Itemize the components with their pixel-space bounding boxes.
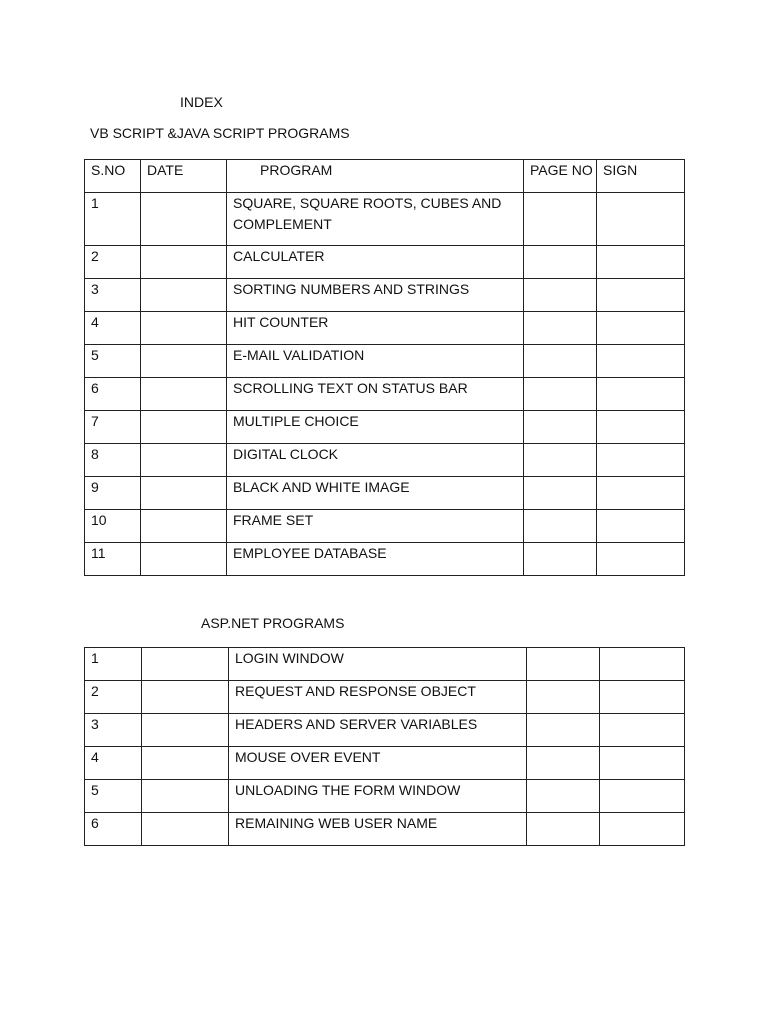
- cell-sign: [597, 510, 685, 543]
- cell-page-no: [524, 345, 597, 378]
- cell-program: SCROLLING TEXT ON STATUS BAR: [227, 378, 524, 411]
- cell-date: [141, 193, 227, 246]
- cell-date: [141, 312, 227, 345]
- table-row: [85, 312, 685, 345]
- header-page-no: PAGE NO: [524, 160, 597, 193]
- cell-sno: 9: [85, 477, 141, 510]
- cell-page-no: [524, 510, 597, 543]
- cell-date: [142, 780, 229, 813]
- cell-date: [141, 477, 227, 510]
- cell-sno: 2: [85, 246, 141, 279]
- table-row: [85, 246, 685, 279]
- cell-sign: [597, 477, 685, 510]
- table-row: [85, 345, 685, 378]
- cell-sno: 4: [85, 747, 142, 780]
- cell-program: SORTING NUMBERS AND STRINGS: [227, 279, 524, 312]
- cell-sno: 3: [85, 279, 141, 312]
- cell-program: REQUEST AND RESPONSE OBJECT: [229, 681, 527, 714]
- cell-date: [141, 378, 227, 411]
- table-row: [85, 193, 685, 246]
- cell-date: [142, 747, 229, 780]
- cell-page-no: [524, 444, 597, 477]
- table-row: [85, 813, 685, 846]
- cell-date: [141, 510, 227, 543]
- cell-sign: [597, 193, 685, 246]
- table-row: [85, 477, 685, 510]
- cell-sno: 6: [85, 378, 141, 411]
- cell-page-no: [527, 681, 600, 714]
- table-row: [85, 411, 685, 444]
- cell-program: E-MAIL VALIDATION: [227, 345, 524, 378]
- cell-sign: [600, 648, 685, 681]
- cell-sno: 5: [85, 345, 141, 378]
- cell-program: MULTIPLE CHOICE: [227, 411, 524, 444]
- cell-page-no: [524, 246, 597, 279]
- cell-page-no: [524, 312, 597, 345]
- cell-sign: [597, 411, 685, 444]
- cell-program: DIGITAL CLOCK: [227, 444, 524, 477]
- header-date: DATE: [141, 160, 227, 193]
- index-title: INDEX: [180, 94, 223, 110]
- table-row: [85, 378, 685, 411]
- cell-sno: 1: [85, 648, 142, 681]
- cell-sno: 8: [85, 444, 141, 477]
- cell-date: [141, 279, 227, 312]
- table-row: [85, 714, 685, 747]
- cell-program: HEADERS AND SERVER VARIABLES: [229, 714, 527, 747]
- cell-sign: [600, 714, 685, 747]
- cell-page-no: [527, 714, 600, 747]
- table-row: [85, 510, 685, 543]
- cell-sign: [597, 345, 685, 378]
- table-row: [85, 681, 685, 714]
- cell-page-no: [527, 648, 600, 681]
- cell-sign: [600, 780, 685, 813]
- cell-program: HIT COUNTER: [227, 312, 524, 345]
- cell-date: [141, 345, 227, 378]
- cell-program: LOGIN WINDOW: [229, 648, 527, 681]
- index-table-asp-net: [84, 647, 685, 846]
- cell-program: BLACK AND WHITE IMAGE: [227, 477, 524, 510]
- cell-sno: 1: [85, 193, 141, 246]
- table-row: [85, 747, 685, 780]
- table-row: [85, 648, 685, 681]
- cell-sign: [597, 312, 685, 345]
- index-table-vb-java: [84, 159, 685, 576]
- cell-sno: 6: [85, 813, 142, 846]
- cell-page-no: [527, 747, 600, 780]
- cell-sign: [600, 747, 685, 780]
- cell-sign: [600, 681, 685, 714]
- cell-program: MOUSE OVER EVENT: [229, 747, 527, 780]
- cell-date: [141, 411, 227, 444]
- cell-page-no: [524, 543, 597, 576]
- cell-program: CALCULATER: [227, 246, 524, 279]
- table-row: [85, 444, 685, 477]
- section-title-vb-java: VB SCRIPT &JAVA SCRIPT PROGRAMS: [90, 125, 350, 141]
- cell-sno: 7: [85, 411, 141, 444]
- cell-date: [141, 246, 227, 279]
- section-title-asp-net: ASP.NET PROGRAMS: [201, 615, 345, 631]
- cell-sign: [600, 813, 685, 846]
- cell-program: EMPLOYEE DATABASE: [227, 543, 524, 576]
- cell-sno: 3: [85, 714, 142, 747]
- cell-sign: [597, 543, 685, 576]
- cell-page-no: [524, 411, 597, 444]
- cell-sno: 10: [85, 510, 141, 543]
- table-row: [85, 279, 685, 312]
- cell-program: SQUARE, SQUARE ROOTS, CUBES AND COMPLEMENT: [227, 193, 524, 246]
- cell-sno: 5: [85, 780, 142, 813]
- cell-sign: [597, 444, 685, 477]
- cell-page-no: [524, 279, 597, 312]
- table-row: [85, 543, 685, 576]
- cell-sign: [597, 378, 685, 411]
- cell-date: [142, 648, 229, 681]
- cell-sno: 11: [85, 543, 141, 576]
- header-sno: S.NO: [85, 160, 141, 193]
- header-program: PROGRAM: [227, 160, 524, 193]
- cell-page-no: [527, 780, 600, 813]
- cell-program: REMAINING WEB USER NAME: [229, 813, 527, 846]
- cell-sign: [597, 279, 685, 312]
- cell-sno: 4: [85, 312, 141, 345]
- cell-page-no: [524, 477, 597, 510]
- header-sign: SIGN: [597, 160, 685, 193]
- table-header-row: [85, 160, 685, 193]
- cell-date: [142, 714, 229, 747]
- cell-sign: [597, 246, 685, 279]
- cell-date: [141, 543, 227, 576]
- cell-page-no: [524, 193, 597, 246]
- cell-date: [141, 444, 227, 477]
- cell-program: FRAME SET: [227, 510, 524, 543]
- table-row: [85, 780, 685, 813]
- cell-page-no: [527, 813, 600, 846]
- cell-sno: 2: [85, 681, 142, 714]
- cell-date: [142, 813, 229, 846]
- cell-date: [142, 681, 229, 714]
- cell-page-no: [524, 378, 597, 411]
- cell-program: UNLOADING THE FORM WINDOW: [229, 780, 527, 813]
